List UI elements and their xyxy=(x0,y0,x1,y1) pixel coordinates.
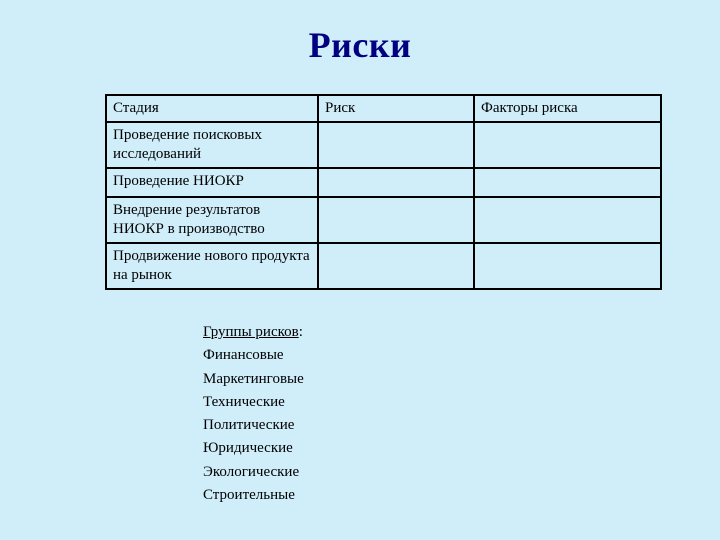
cell-stage: Продвижение нового продукта на рынок xyxy=(106,243,318,289)
table-row xyxy=(106,122,661,168)
risk-group-item: Строительные xyxy=(203,487,295,504)
risk-groups-list xyxy=(203,321,304,507)
table-row xyxy=(106,243,661,289)
risk-group-item: Маркетинговые xyxy=(203,370,304,387)
risk-groups-header-colon: : xyxy=(298,324,303,340)
risk-groups-header xyxy=(203,321,304,344)
cell-risk xyxy=(318,197,474,243)
table-row xyxy=(106,197,661,243)
risk-group-item: Юридические xyxy=(203,440,293,457)
cell-risk xyxy=(318,168,474,197)
risk-group-item: Экологические xyxy=(203,463,300,480)
table-header-row xyxy=(106,95,661,122)
risk-groups-header-label: Группы рисков xyxy=(203,324,299,340)
risk-group-item: Технические xyxy=(203,393,285,410)
cell-factors xyxy=(474,243,661,289)
table-row xyxy=(106,168,661,197)
cell-stage: Проведение поисковых исследований xyxy=(106,122,318,168)
risk-group-item: Финансовые xyxy=(203,347,284,364)
slide-title: Риски xyxy=(308,25,412,65)
cell-risk xyxy=(318,122,474,168)
cell-risk xyxy=(318,243,474,289)
cell-stage: Проведение НИОКР xyxy=(106,168,318,197)
header-factors: Факторы риска xyxy=(474,95,661,122)
risk-table xyxy=(105,94,662,290)
cell-stage: Внедрение результатов НИОКР в производство xyxy=(106,197,318,243)
header-risk: Риск xyxy=(318,95,474,122)
header-stage: Стадия xyxy=(106,95,318,122)
cell-factors xyxy=(474,122,661,168)
cell-factors xyxy=(474,168,661,197)
cell-factors xyxy=(474,197,661,243)
risk-group-item: Политические xyxy=(203,417,295,434)
